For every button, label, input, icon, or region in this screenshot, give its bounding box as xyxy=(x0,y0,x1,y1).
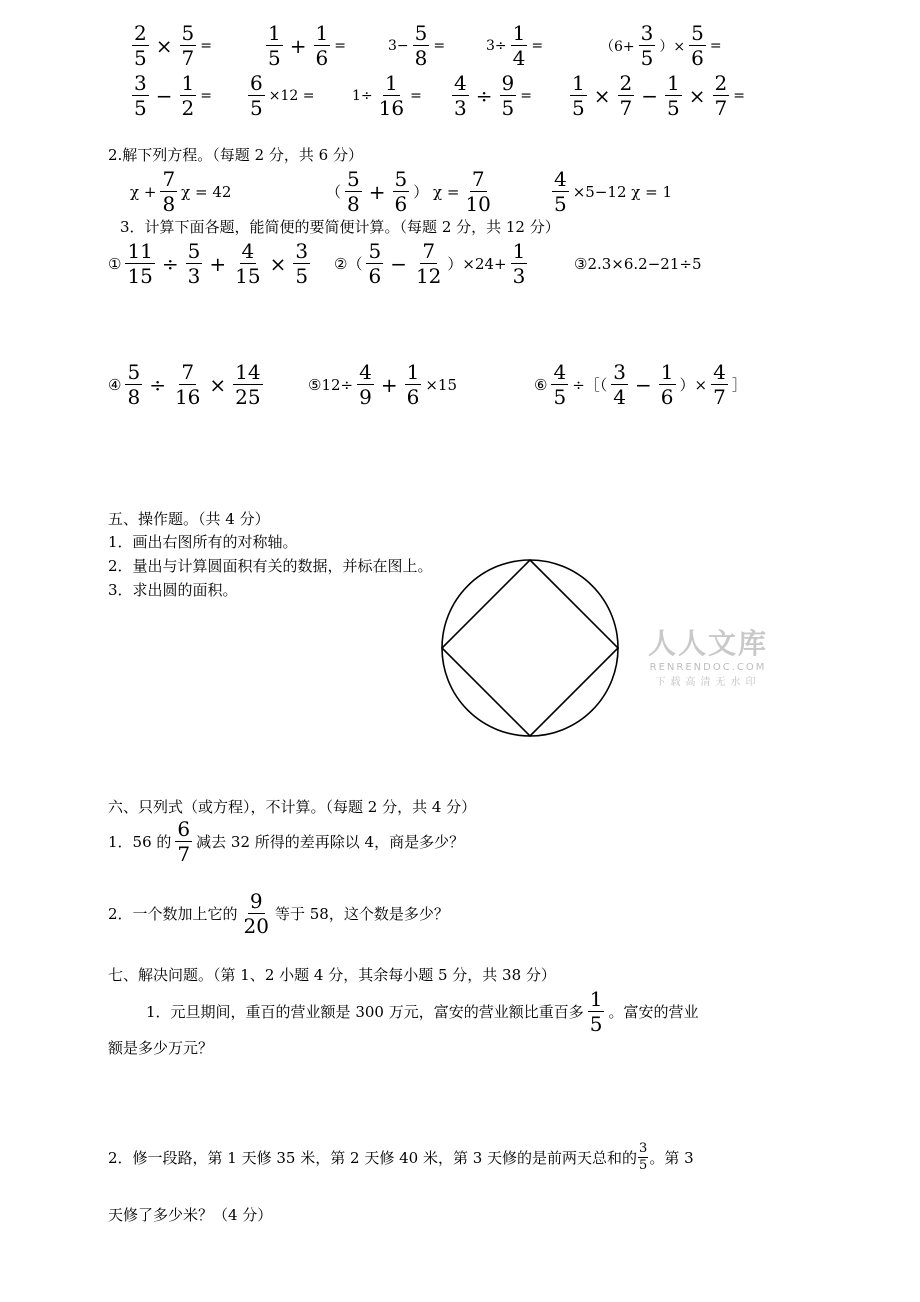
equations-title: 2.解下列方程。（每题 2 分，共 6 分） xyxy=(108,146,363,164)
small-fraction: 3 5 xyxy=(639,1141,648,1173)
calc-r1-item2: $\frac{1}{5}$ + $\frac{1}{6}$ = xyxy=(268,21,346,70)
section5-item-2: 2．量出与计算圆面积有关的数据，并标在图上。 xyxy=(108,557,433,575)
calc-r1-item1: $\frac{2}{5}$ × $\frac{5}{7}$ = xyxy=(134,21,212,70)
simplify-problem-1: ① $\frac{11}{15}$ ÷ $\frac{5}{3}$ + $\frac{4}{15}$ × $\frac{3}{5}$ xyxy=(108,239,309,288)
circle xyxy=(442,560,618,736)
simplify-title: 3．计算下面各题，能简便的要简便计算。（每题 2 分，共 12 分） xyxy=(120,218,560,236)
circle-square-figure xyxy=(440,558,620,738)
equation-3: $\frac{4}{5}$ ×5−12 χ = 1 xyxy=(554,167,673,216)
inscribed-square xyxy=(442,560,618,736)
section7-title: 七、解决问题。（第 1、2 小题 4 分，其余每小题 5 分，共 38 分） xyxy=(108,966,556,984)
section5-item-1: 1．画出右图所有的对称轴。 xyxy=(108,533,298,551)
simplify-problem-5: ⑤12÷ $\frac{4}{9}$ + $\frac{1}{6}$ ×15 xyxy=(308,360,457,409)
section6-title: 六、只列式（或方程），不计算。（每题 2 分，共 4 分） xyxy=(108,798,477,816)
watermark-title: 人人文库 xyxy=(648,627,769,660)
simplify-problem-3: ③2.3×6.2−21÷5 xyxy=(574,255,702,273)
fraction: $\frac{5}{7}$ xyxy=(181,21,195,70)
watermark xyxy=(648,622,768,688)
equation-2: （ $\frac{5}{8}$ + $\frac{5}{6}$ ） χ = $\frac{7}{10}$ xyxy=(326,167,491,216)
section7-question-2: 2．修一段路，第 1 天修 35 米，第 2 天修 40 米，第 3 天修的是前两天总和的 3 5 。第 3 xyxy=(108,1141,694,1173)
calc-r2-item1: $\frac{3}{5}$ − $\frac{1}{2}$ = xyxy=(134,71,212,120)
section7-question-1-cont: 额是多少万元？ xyxy=(108,1039,214,1057)
calc-r2-item4: $\frac{4}{3}$ ÷ $\frac{9}{5}$ = xyxy=(454,71,532,120)
section7-question-1: 1．元旦期间，重百的营业额是 300 万元，富安的营业额比重百多 $\frac{1}{5}$ 。富安的营业 xyxy=(146,987,699,1036)
section7-question-2-cont: 天修了多少米？（4 分） xyxy=(108,1206,273,1224)
equation-1: χ + $\frac{7}{8}$ χ = 42 xyxy=(130,167,232,216)
simplify-problem-2: ②（ $\frac{5}{6}$ − $\frac{7}{12}$ ）×24+ $\frac{1}{3}$ xyxy=(334,239,526,288)
calc-r1-item5: （6+ $\frac{3}{5}$ ）× $\frac{5}{6}$ = xyxy=(600,21,722,70)
section6-question-1: 1．56 的 $\frac{6}{7}$ 减去 32 所得的差再除以 4，商是多少？ xyxy=(108,817,465,866)
section5-title: 五、操作题。（共 4 分） xyxy=(108,510,270,528)
watermark-subtitle: 下载高清无水印 xyxy=(655,677,761,688)
section6-question-2: 2．一个数加上它的 $\frac{9}{20}$ 等于 58，这个数是多少？ xyxy=(108,889,449,938)
section5-item-3: 3．求出圆的面积。 xyxy=(108,581,238,599)
fraction: $\frac{2}{5}$ xyxy=(134,21,147,70)
watermark-url: RENRENDOC.COM xyxy=(649,662,767,673)
calc-r2-item3: 1÷ $\frac{1}{16}$ = xyxy=(352,71,422,120)
simplify-problem-6: ⑥ $\frac{4}{5}$ ÷［（ $\frac{3}{4}$ − $\frac{1}{6}$ ）× $\frac{4}{7}$ ］ xyxy=(534,360,747,409)
calc-r1-item4: 3÷ $\frac{1}{4}$ = xyxy=(486,21,544,70)
calc-r2-item5: $\frac{1}{5}$ × $\frac{2}{7}$ − $\frac{1}{5}$ × $\frac{2}{7}$ = xyxy=(572,71,745,120)
calc-r2-item2: $\frac{6}{5}$ ×12 = xyxy=(250,71,315,120)
simplify-problem-4: ④ $\frac{5}{8}$ ÷ $\frac{7}{16}$ × $\frac{14}{25}$ xyxy=(108,360,261,409)
calc-r1-item3: 3− $\frac{5}{8}$ = xyxy=(388,21,446,70)
